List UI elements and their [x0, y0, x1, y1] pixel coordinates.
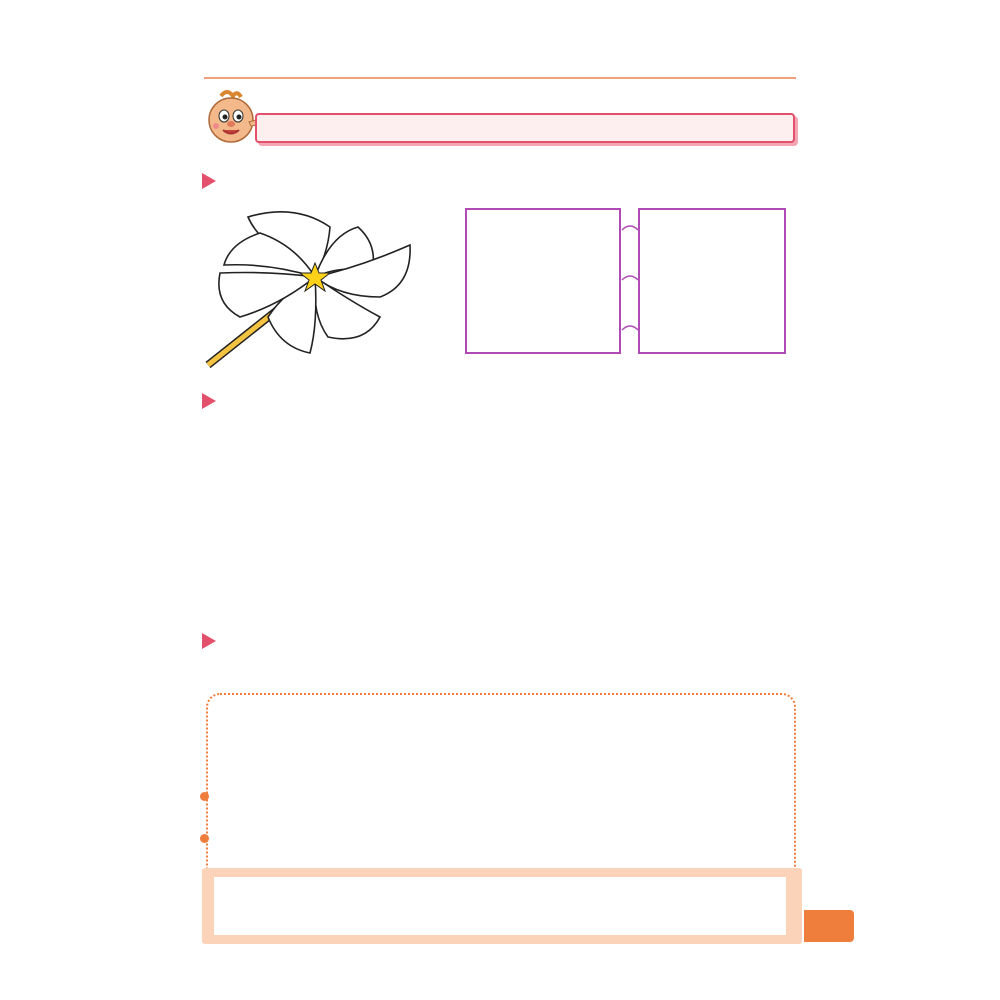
arrow-icon [202, 633, 216, 649]
frame-dot [200, 792, 209, 801]
page-number [804, 910, 854, 942]
section-heading-3 [202, 627, 225, 656]
frame-dot [200, 834, 209, 843]
answer-grid [214, 877, 786, 935]
